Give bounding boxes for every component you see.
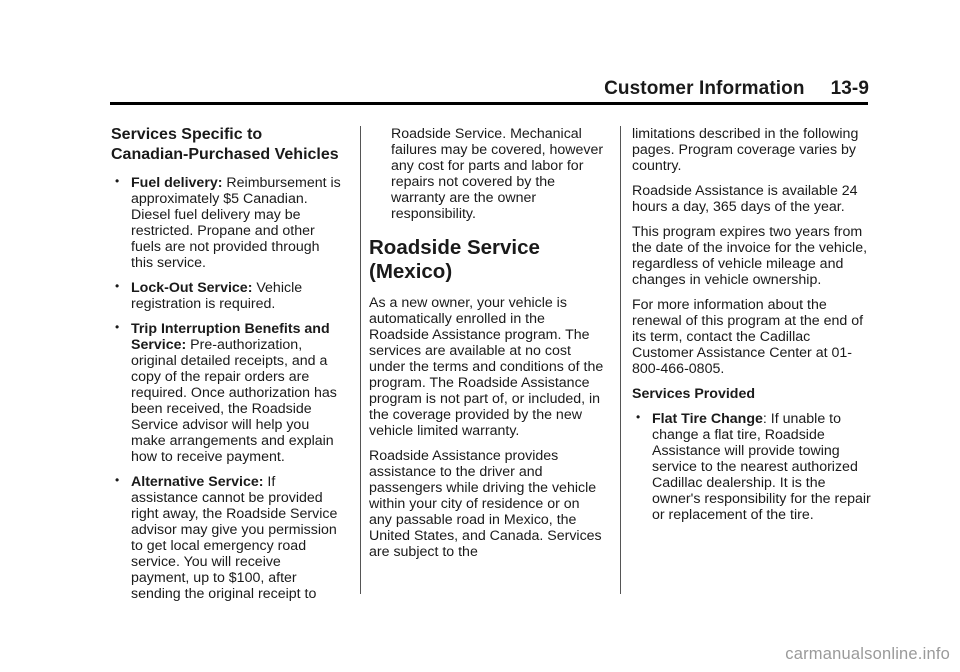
list-item — [111, 474, 343, 602]
list-item — [111, 321, 343, 465]
page-header — [604, 78, 869, 100]
watermark: carmanualsonline.info — [785, 645, 950, 663]
bullet-icon: • — [115, 279, 120, 293]
column-2 — [369, 126, 605, 569]
canadian-services-list — [111, 175, 343, 602]
list-item — [111, 175, 343, 271]
column-divider-2 — [620, 126, 621, 594]
item-text: Pre-authorization, original detailed receipts, and a copy of the repair orders are required. Once authorization has been received, the Roadside Service advisor will help you make arrangements and explain how to receive payment. — [131, 337, 337, 465]
services-provided-subheading: Services Provided — [632, 386, 756, 402]
item-term: Lock-Out Service: — [131, 280, 253, 296]
item-term: Flat Tire Change — [652, 411, 763, 427]
item-term: Trip Interruption Benefits and Service: — [131, 321, 330, 353]
item-text: Vehicle registration is required. — [131, 280, 303, 312]
paragraph: As a new owner, your vehicle is automatically enrolled in the Roadside Assistance program. The services are available at no cost under the terms and conditions of the program. The Roadside Assistance program is not part of, or included, in the coverage provided by the new vehicle limited warranty. — [369, 295, 604, 439]
roadside-mexico-heading: Roadside Service (Mexico) — [369, 236, 540, 283]
paragraph: limitations described in the following pages. Program coverage varies by country. — [632, 126, 859, 174]
bullet-icon: • — [115, 320, 120, 334]
column-1 — [111, 125, 343, 611]
item-text: Reimbursement is approximately $5 Canadian. Diesel fuel delivery may be restricted. Propane and other fuels are not provided through this service. — [131, 175, 341, 271]
services-provided-list — [632, 411, 872, 523]
column-3 — [632, 126, 872, 532]
item-text: If assistance cannot be provided right away, the Roadside Service advisor may give you permission to get local emergency road service. You will receive payment, up to $100, after sending the original receipt to — [131, 474, 338, 602]
paragraph: Roadside Assistance is available 24 hours a day, 365 days of the year. — [632, 183, 858, 215]
item-text: : If unable to change a flat tire, Roadside Assistance will provide towing service to the nearest authorized Cadillac dealership. It is the owner's responsibility for the repair or replacement of the tire. — [652, 411, 871, 523]
bullet-icon: • — [115, 174, 120, 188]
continuation-text: Roadside Service. Mechanical failures may be covered, however any cost for parts and labor for repairs not covered by the warranty are the owner responsibility. — [391, 126, 604, 222]
paragraph: For more information about the renewal of this program at the end of its term, contact the Cadillac Customer Assistance Center at 01-800-466-0805. — [632, 297, 864, 377]
paragraph: Roadside Assistance provides assistance to the driver and passengers while driving the vehicle within your city of residence or on any passable road in Mexico, the United States, and Canada. Services are subject to the — [369, 448, 602, 560]
canadian-services-heading: Services Specific to Canadian-Purchased Vehicles — [111, 126, 339, 163]
paragraph: This program expires two years from the date of the invoice for the vehicle, regardless of vehicle mileage and changes in vehicle ownership. — [632, 224, 868, 288]
list-item — [632, 411, 872, 523]
section-title: Customer Information — [604, 78, 805, 99]
column-divider-1 — [360, 126, 361, 594]
item-term: Fuel delivery: — [131, 175, 223, 191]
bullet-icon: • — [115, 473, 120, 487]
header-rule — [110, 102, 868, 105]
page-number: 13-9 — [830, 78, 869, 99]
bullet-icon: • — [636, 410, 641, 424]
list-item — [111, 280, 343, 312]
item-term: Alternative Service: — [131, 474, 264, 490]
